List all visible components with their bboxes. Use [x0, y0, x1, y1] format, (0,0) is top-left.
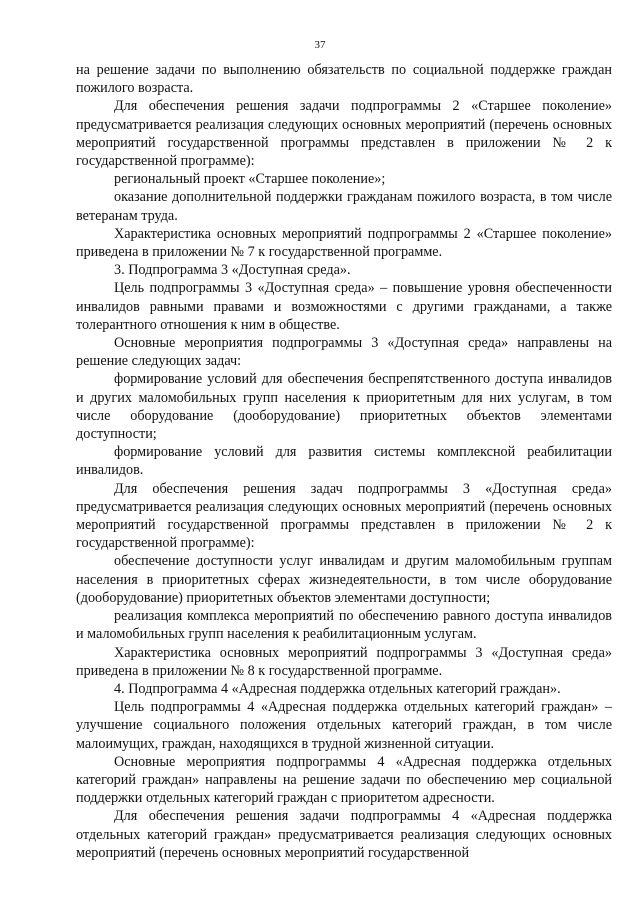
- document-body: [76, 61, 612, 862]
- paragraph: Для обеспечения решения задачи подпрограммы 2 «Старшее поколение» предусматривается реализация следующих основных мероприятий (перечень основных мероприятий государственной программы представлен в приложении № 2 к государственной программе):: [76, 98, 612, 170]
- paragraph: Цель подпрограммы 3 «Доступная среда» – повышение уровня обеспеченности инвалидов равными правами и возможностями с другими гражданами, а также толерантного отношения к ним в обществе.: [76, 280, 612, 333]
- paragraph: Для обеспечения решения задач подпрограммы 3 «Доступная среда» предусматривается реализация следующих основных мероприятий (перечень основных мероприятий государственной программы представлен в приложении № 2 к государственной программе):: [76, 480, 612, 552]
- paragraph: формирование условий для обеспечения беспрепятственного доступа инвалидов и других маломобильных групп населения к приоритетным для них услугам, в том числе оборудование (дооборудование) приоритетных объектов элементами доступности;: [76, 371, 612, 443]
- section-heading: 3. Подпрограмма 3 «Доступная среда».: [114, 262, 351, 279]
- paragraph: Характеристика основных мероприятий подпрограммы 3 «Доступная среда» приведена в приложении № 8 к государственной программе.: [76, 644, 612, 679]
- paragraph: на решение задачи по выполнению обязательств по социальной поддержке граждан пожилого возраста.: [76, 62, 612, 97]
- paragraph: обеспечение доступности услуг инвалидам и другим маломобильным группам населения в приоритетных сферах жизнедеятельности, в том числе оборудование (дооборудование) приоритетных объектов элементами доступности;: [76, 553, 612, 606]
- paragraph: Цель подпрограммы 4 «Адресная поддержка отдельных категорий граждан» – улучшение социального положения отдельных категорий граждан, в том числе малоимущих, граждан, находящихся в трудной жизненной ситуации.: [76, 699, 612, 752]
- paragraph: реализация комплекса мероприятий по обеспечению равного доступа инвалидов и маломобильных групп населения к реабилитационным услугам.: [76, 608, 612, 643]
- paragraph: Основные мероприятия подпрограммы 4 «Адресная поддержка отдельных категорий граждан» направлены на решение задачи по обеспечению мер социальной поддержки отдельных категорий граждан с приоритетом адресности.: [76, 753, 612, 807]
- paragraph: оказание дополнительной поддержки гражданам пожилого возраста, в том числе ветеранам труда.: [76, 189, 612, 224]
- section-heading: 4. Подпрограмма 4 «Адресная поддержка отдельных категорий граждан».: [114, 680, 561, 697]
- paragraph: Характеристика основных мероприятий подпрограммы 2 «Старшее поколение» приведена в приложении № 7 к государственной программе.: [76, 225, 612, 261]
- paragraph: формирование условий для развития системы комплексной реабилитации инвалидов.: [76, 444, 612, 479]
- paragraph: Основные мероприятия подпрограммы 3 «Доступная среда» направлены на решение следующих задач:: [76, 335, 612, 370]
- page-number: 37: [314, 39, 326, 51]
- paragraph: Для обеспечения решения задачи подпрограммы 4 «Адресная поддержка отдельных категорий граждан» предусматривается реализация следующих основных мероприятий (перечень основных мероприятий государственной: [76, 808, 612, 861]
- paragraph: региональный проект «Старшее поколение»;: [114, 171, 386, 188]
